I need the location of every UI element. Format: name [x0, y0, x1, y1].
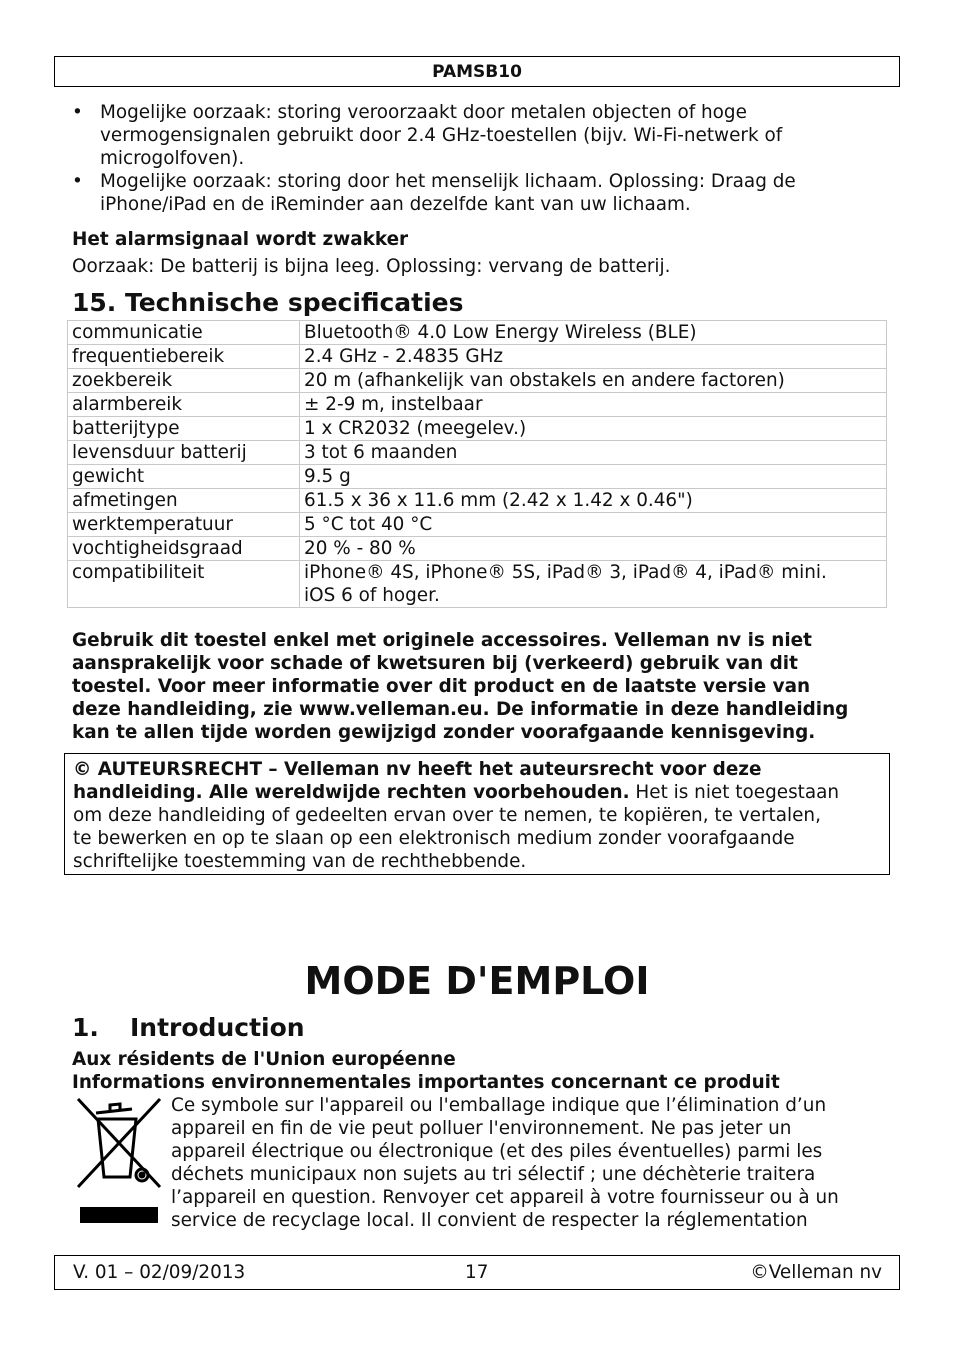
disclaimer — [72, 629, 892, 744]
spec-value: 1 x CR2032 (meegelev.) — [300, 417, 887, 441]
spec-key: alarmbereik — [68, 393, 300, 417]
intro-section-title — [72, 1013, 305, 1043]
bullet-icon: • — [72, 171, 83, 192]
spec-key: compatibiliteit — [68, 561, 300, 608]
spec-section-title: 15. Technische specificaties — [72, 288, 464, 317]
paragraph-line: déchets municipaux non sujets au tri sélectif ; une déchèterie traitera — [171, 1164, 816, 1185]
spec-key: afmetingen — [68, 489, 300, 513]
manual-title: MODE D'EMPLOI — [304, 959, 650, 1003]
alarm-heading: Het alarmsignaal wordt zwakker — [72, 229, 409, 250]
spec-value-line: iOS 6 of hoger. — [304, 585, 440, 606]
copyright-line: schriftelijke toestemming van de rechthebbende. — [73, 851, 527, 872]
table-row — [68, 537, 887, 561]
copyright-text: Het is niet toegestaan — [629, 782, 840, 803]
footer-version: V. 01 – 02/09/2013 — [73, 1262, 246, 1283]
intro-subheading: Aux résidents de l'Union européenne — [72, 1049, 456, 1070]
spec-key: zoekbereik — [68, 369, 300, 393]
list-item — [72, 101, 872, 170]
list-item-text: Mogelijke oorzaak: storing door het menselijk lichaam. Oplossing: Draag de iPhone/iPad en de iReminder aan dezelfde kant van uw lichaam. — [100, 171, 796, 215]
spec-value: 2.4 GHz - 2.4835 GHz — [300, 345, 887, 369]
spec-value: ± 2-9 m, instelbaar — [300, 393, 887, 417]
spec-table — [67, 320, 887, 608]
paragraph-line: appareil électrique ou électronique (et des piles éventuelles) parmi les — [171, 1141, 823, 1162]
spec-value: 20 % - 80 % — [300, 537, 887, 561]
alarm-text: Oorzaak: De batterij is bijna leeg. Oplossing: vervang de batterij. — [72, 256, 671, 277]
spec-key: werktemperatuur — [68, 513, 300, 537]
spec-value: 5 °C tot 40 °C — [300, 513, 887, 537]
spec-key: levensduur batterij — [68, 441, 300, 465]
intro-paragraph — [171, 1094, 891, 1232]
disclaimer-line: toestel. Voor meer informatie over dit product en de laatste versie van — [72, 676, 811, 697]
paragraph-line: Ce symbole sur l'appareil ou l'emballage indique que l’élimination d’un — [171, 1095, 827, 1116]
list-item — [72, 170, 872, 216]
spec-key: gewicht — [68, 465, 300, 489]
weee-crossed-bin-icon — [74, 1095, 164, 1227]
copyright-line: om deze handleiding of gedeelten ervan over te nemen, te kopiëren, te vertalen, — [73, 805, 821, 826]
copyright-line: te bewerken en op te slaan op een elektronisch medium zonder voorafgaande — [73, 828, 795, 849]
copyright-line: © AUTEURSRECHT – Velleman nv heeft het auteursrecht voor deze — [73, 759, 762, 780]
spec-value: 9.5 g — [300, 465, 887, 489]
table-row — [68, 393, 887, 417]
paragraph-line: service de recyclage local. Il convient de respecter la réglementation — [171, 1210, 808, 1231]
list-item-text: Mogelijke oorzaak: storing veroorzaakt door metalen objecten of hoge vermogensignalen gebruikt door 2.4 GHz-toestellen (bijv. Wi-Fi-netwerk of microgolfoven). — [100, 102, 783, 169]
table-row — [68, 321, 887, 345]
copyright-line — [73, 781, 881, 804]
disclaimer-line: aansprakelijk voor schade of kwetsuren bij (verkeerd) gebruik van dit — [72, 653, 798, 674]
spec-value: 3 tot 6 maanden — [300, 441, 887, 465]
table-row — [68, 345, 887, 369]
paragraph-line: l’appareil en question. Renvoyer cet appareil à votre fournisseur ou à un — [171, 1187, 839, 1208]
footer-page-number: 17 — [465, 1262, 489, 1283]
spec-value — [300, 561, 887, 608]
spec-key: batterijtype — [68, 417, 300, 441]
table-row — [68, 513, 887, 537]
table-row — [68, 417, 887, 441]
intro-subheading: Informations environnementales importantes concernant ce produit — [72, 1072, 780, 1093]
spec-value: 61.5 x 36 x 11.6 mm (2.42 x 1.42 x 0.46") — [300, 489, 887, 513]
disclaimer-line: deze handleiding, zie www.velleman.eu. De informatie in deze handleiding — [72, 699, 849, 720]
cause-list — [72, 101, 872, 216]
table-row — [68, 441, 887, 465]
disclaimer-line: Gebruik dit toestel enkel met originele accessoires. Velleman nv is niet — [72, 630, 812, 651]
header-title: PAMSB10 — [432, 62, 522, 82]
spec-value: Bluetooth® 4.0 Low Energy Wireless (BLE) — [300, 321, 887, 345]
spec-value: 20 m (afhankelijk van obstakels en andere factoren) — [300, 369, 887, 393]
spec-key: frequentiebereik — [68, 345, 300, 369]
page-header — [54, 56, 900, 87]
copyright-box — [64, 753, 890, 875]
table-row — [68, 561, 887, 608]
bullet-icon: • — [72, 102, 83, 123]
copyright-bold-text: handleiding. Alle wereldwijde rechten voorbehouden. — [73, 782, 630, 803]
section-number: 1. — [72, 1013, 99, 1042]
page-footer — [54, 1255, 900, 1290]
spec-value-line: iPhone® 4S, iPhone® 5S, iPad® 3, iPad® 4, iPad® mini. — [304, 562, 827, 583]
disclaimer-line: kan te allen tijde worden gewijzigd zonder voorafgaande kennisgeving. — [72, 722, 816, 743]
section-title-text: Introduction — [130, 1013, 305, 1042]
table-row — [68, 465, 887, 489]
footer-copyright: ©Velleman nv — [750, 1262, 882, 1283]
spec-key: vochtigheidsgraad — [68, 537, 300, 561]
spec-key: communicatie — [68, 321, 300, 345]
paragraph-line: appareil en fin de vie peut polluer l'environnement. Ne pas jeter un — [171, 1118, 792, 1139]
table-row — [68, 489, 887, 513]
table-row — [68, 369, 887, 393]
